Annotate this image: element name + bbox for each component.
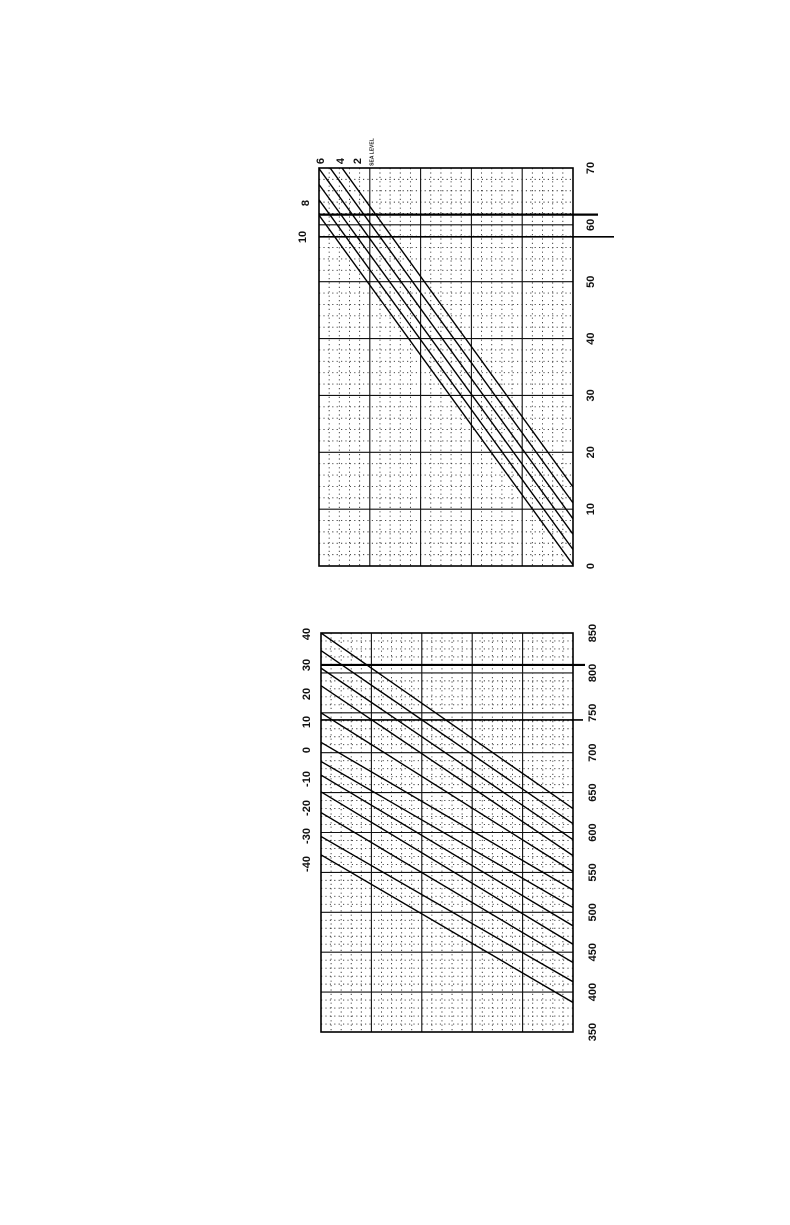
y-tick-label: 600 — [586, 823, 599, 842]
series-line — [319, 200, 573, 550]
series-line — [319, 153, 573, 503]
series-line — [319, 169, 573, 519]
curve-group — [321, 633, 573, 1002]
y-tick-label: 350 — [586, 1022, 599, 1042]
y-tick-label: 40 — [584, 332, 597, 345]
curve-label: 6 — [314, 157, 327, 165]
y-tick-label: 450 — [586, 943, 599, 962]
y-tick-label: 60 — [584, 218, 597, 231]
y-tick-label: 0 — [584, 562, 597, 570]
curve-label: 2 — [351, 157, 364, 165]
plot-frame — [319, 168, 573, 566]
y-tick-label: 550 — [586, 863, 599, 882]
curve-label: 4 — [334, 157, 347, 165]
curve-group — [319, 136, 573, 565]
y-tick-label: 10 — [584, 503, 597, 516]
y-tick-label: 50 — [584, 275, 597, 288]
curve-label: SEA LEVEL — [369, 138, 376, 166]
series-line — [321, 855, 573, 1003]
y-tick-label: 700 — [586, 743, 599, 762]
y-tick-label: 750 — [586, 703, 599, 722]
curve-label: -10 — [300, 771, 313, 787]
series-line — [321, 836, 573, 981]
y-tick-label: 20 — [584, 446, 597, 459]
y-tick-label: 70 — [584, 161, 597, 175]
curve-label: -30 — [300, 828, 313, 844]
curve-label: 30 — [300, 658, 313, 672]
series-line — [321, 686, 573, 856]
y-tick-label: 650 — [586, 783, 599, 802]
curve-label: 20 — [300, 687, 313, 701]
series-line — [319, 215, 573, 565]
curve-label: -20 — [300, 800, 313, 816]
y-tick-label: 400 — [586, 982, 599, 1002]
altitude-chart — [297, 136, 614, 569]
y-tick-label: 800 — [586, 663, 599, 683]
curve-label: 8 — [299, 199, 312, 207]
y-tick-label: 30 — [584, 389, 597, 402]
temperature-chart — [301, 624, 599, 1041]
y-tick-label: 850 — [586, 623, 599, 643]
series-line — [319, 136, 573, 487]
curve-label: 0 — [300, 746, 313, 754]
curve-label: 10 — [296, 230, 309, 244]
curve-label: 10 — [300, 715, 313, 729]
curve-label: -40 — [300, 856, 313, 872]
y-tick-label: 500 — [586, 903, 599, 922]
curve-label: 40 — [300, 627, 313, 641]
